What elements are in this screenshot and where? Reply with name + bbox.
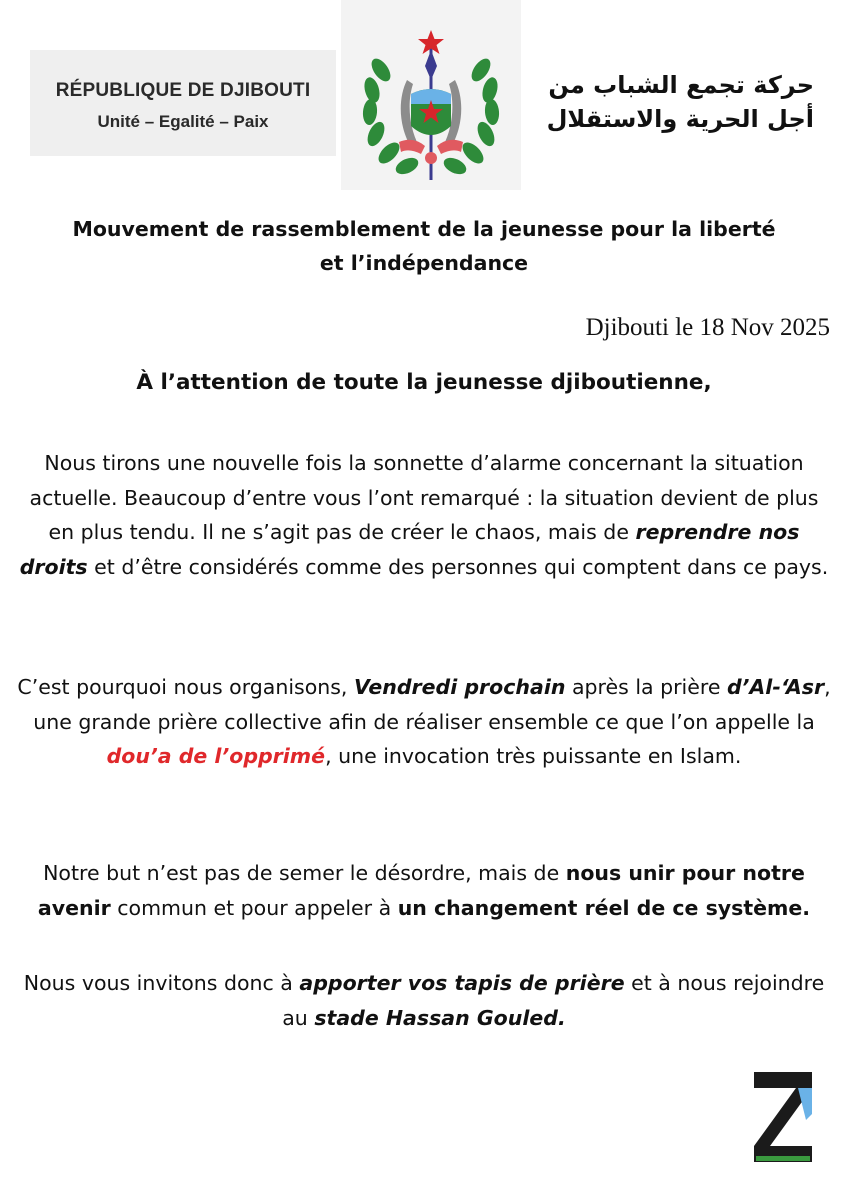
republic-header-box	[30, 50, 336, 156]
paragraph-2-emphasis-day: Vendredi prochain	[353, 675, 566, 699]
republic-motto: Unité – Egalité – Paix	[97, 112, 269, 131]
paragraph-invitation	[14, 966, 834, 1035]
paragraph-4-emphasis-stadium: stade Hassan Gouled.	[314, 1005, 566, 1030]
movement-title-line-2: et l’indépendance	[319, 251, 529, 275]
paragraph-2-emphasis-doua: dou’a de l’opprimé	[106, 744, 326, 768]
paragraph-2-text-d: , une invocation très puissante en Islam.	[325, 744, 742, 768]
z-logo-icon	[752, 1070, 814, 1164]
paragraph-2-text-c: , une grande prière collective afin de réaliser ensemble ce que l’on appelle la	[33, 675, 831, 734]
arabic-movement-name	[514, 68, 814, 136]
paragraph-4-text-b: et à nous rejoindre au	[282, 971, 825, 1030]
paragraph-2-text-a: C’est pourquoi nous organisons,	[17, 675, 354, 699]
paragraph-3-bold-change: un changement réel de ce système.	[397, 895, 811, 920]
paragraph-goal	[14, 856, 834, 925]
paragraph-3-text-b: commun et pour appeler à	[110, 895, 398, 920]
movement-title	[30, 212, 818, 280]
paragraph-4-emphasis-mats: apporter vos tapis de prière	[299, 971, 625, 995]
arabic-line-2: أجل الحرية والاستقلال	[546, 105, 814, 133]
arabic-line-1: حركة تجمع الشباب من	[548, 71, 814, 99]
djibouti-coat-of-arms-icon	[341, 0, 521, 190]
paragraph-1-text-b: et d’être considérés comme des personnes qui comptent dans ce pays.	[87, 554, 829, 579]
movement-title-line-1: Mouvement de rassemblement de la jeunesse pour la liberté	[72, 217, 776, 241]
paragraph-2-text-b: après la prière	[565, 675, 727, 699]
paragraph-3-bold-unite: nous unir pour notre avenir	[37, 861, 805, 920]
document-date: Djibouti le 18 Nov 2025	[585, 314, 830, 341]
paragraph-2-emphasis-asr: d’Al-‘Asr	[726, 675, 825, 699]
paragraph-alarm	[14, 446, 834, 584]
republic-name: RÉPUBLIQUE DE DJIBOUTI	[55, 80, 311, 101]
paragraph-4-text-a: Nous vous invitons donc à	[23, 971, 300, 995]
greeting-heading: À l’attention de toute la jeunesse djiboutienne,	[136, 370, 712, 395]
paragraph-1-emphasis: reprendre nos droits	[19, 520, 800, 579]
paragraph-prayer	[14, 670, 834, 774]
paragraph-3-text-a: Notre but n’est pas de semer le désordre, mais de	[43, 861, 566, 885]
paragraph-1-text-a: Nous tirons une nouvelle fois la sonnette d’alarme concernant la situation actuelle. Beaucoup d’entre vous l’ont remarqué : la situation devient de plus en plus tendu. Il ne s’agit pas de créer le chaos, mais de	[29, 451, 819, 544]
